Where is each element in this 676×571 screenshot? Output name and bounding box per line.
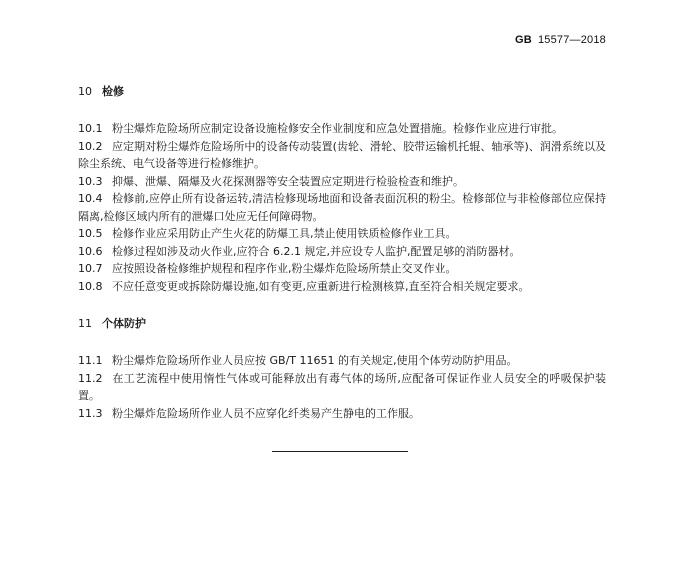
section-title: [78, 316, 606, 332]
clause: [78, 405, 606, 423]
clause: [78, 260, 606, 278]
section-title-text: 检修: [102, 85, 124, 98]
clause-number: 11.1: [78, 354, 103, 367]
clause-number: 10.4: [78, 192, 103, 205]
standard-number: 15577—2018: [537, 34, 606, 46]
clause: [78, 225, 606, 243]
clause: [78, 278, 606, 296]
section-title-text: 个体防护: [102, 317, 146, 330]
clause-text: 粉尘爆炸危险场所应制定设备设施检修安全作业制度和应急处置措施。检修作业应进行审批。: [112, 122, 563, 135]
clause-number: 10.3: [78, 174, 103, 188]
clause-text: 检修作业应采用防止产生火花的防爆工具,禁止使用铁质检修作业工具。: [112, 227, 457, 240]
clause-text: 粉尘爆炸危险场所作业人员应按 GB/T 11651 的有关规定,使用个体劳动防护用品。: [112, 354, 518, 367]
section-number: 11: [78, 317, 92, 330]
clause-text: 不应任意变更或拆除防爆设施,如有变更,应重新进行检测核算,直至符合相关规定要求。: [112, 279, 530, 293]
clause-number: 11.2: [78, 371, 103, 385]
end-of-document-rule: [272, 451, 408, 452]
clause: [78, 190, 606, 225]
clause-number: 10.1: [78, 122, 103, 135]
clause-number: 10.2: [78, 139, 103, 153]
clause: [78, 370, 606, 405]
spacer: [78, 295, 606, 316]
clause: [78, 352, 606, 370]
section-number: 10: [78, 85, 92, 98]
standard-header: [515, 34, 606, 46]
clause: [78, 173, 606, 191]
spacer: [78, 332, 606, 352]
section-title: [78, 84, 606, 100]
clause-number: 10.7: [78, 262, 103, 275]
clause-text: 检修前,应停止所有设备运转,清洁检修现场地面和设备表面沉积的粉尘。检修部位与非检修部位应保持隔离,检修区域内所有的泄爆口处应无任何障碍物。: [78, 192, 606, 223]
clause-number: 10.5: [78, 227, 103, 240]
clause-number: 10.8: [78, 279, 103, 293]
clause: [78, 138, 606, 173]
clause: [78, 120, 606, 138]
clause-text: 在工艺流程中使用惰性气体或可能释放出有毒气体的场所,应配备可保证作业人员安全的呼吸保护装置。: [78, 371, 606, 402]
clause-text: 抑爆、泄爆、隔爆及火花探测器等安全装置应定期进行检验检查和维护。: [112, 174, 464, 188]
document-body: [78, 84, 606, 422]
clause-number: 11.3: [78, 406, 103, 420]
standard-prefix: GB: [515, 34, 532, 46]
clause-text: 粉尘爆炸危险场所作业人员不应穿化纤类易产生静电的工作服。: [112, 406, 420, 420]
spacer: [78, 100, 606, 120]
clause-text: 检修过程如涉及动火作业,应符合 6.2.1 规定,并应设专人监护,配置足够的消防器材。: [112, 244, 521, 258]
clause-text: 应按照设备检修维护规程和程序作业,粉尘爆炸危险场所禁止交叉作业。: [112, 262, 457, 275]
clause-number: 10.6: [78, 244, 103, 258]
clause-text: 应定期对粉尘爆炸危险场所中的设备传动装置(齿轮、滑轮、胶带运输机托辊、轴承等)、润滑系统以及除尘系统、电气设备等进行检修维护。: [78, 139, 606, 170]
clause: [78, 243, 606, 261]
